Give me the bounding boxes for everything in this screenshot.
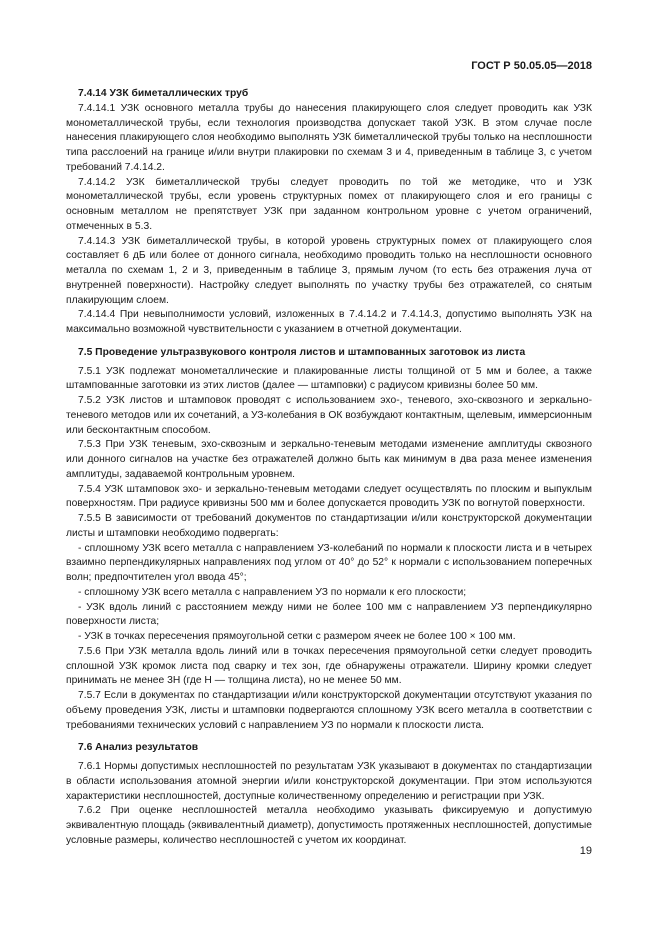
paragraph-7-5-1: 7.5.1 УЗК подлежат монометаллические и плакированные листы толщиной от 5 мм и более, а также штампованные заготовки из этих листов (далее — штамповки) с радиусом кривизны более 50 мм. [66,365,592,392]
document-body [66,87,592,849]
paragraph-7-4-14-3: 7.4.14.3 УЗК биметаллической трубы, в которой уровень структурных помех от плакирующего слоя составляет 6 дБ или более от донного сигнала, необходимо проводить только на несплошности основного металла по схемам 1, 2 и 3, приведенным в таблице 3, прямым лучом (то есть без отражения луча от внутренней поверхности). Настройку следует выполнять по участку трубы без отражателей, со снятым плакирующим слоем. [66,235,592,306]
paragraph-7-4-14-4: 7.4.14.4 При невыполнимости условий, изложенных в 7.4.14.2 и 7.4.14.3, допустимо выполнять УЗК на максимально возможной чувствительности с указанием в отчетной документации. [66,309,592,335]
paragraph-7-6-2: 7.6.2 При оценке несплошностей металла необходимо указывать фиксируемую и допустимую эквивалентную площадь (эквивалентный диаметр), допустимость протяженных несплошностей, допустимые условные размеры, количество несплошностей с учетом их координат. [66,805,592,846]
paragraph-7-5-4: 7.5.4 УЗК штамповок эхо- и зеркально-теневым методами следует осуществлять по плоским и выпуклым поверхностям. При радиусе кривизны 500 мм и более допускается проводить УЗК по вогнутой поверхности. [66,483,592,510]
section-heading-7-4-14: 7.4.14 УЗК биметаллических труб [78,88,249,99]
paragraph-7-5-3: 7.5.3 При УЗК теневым, эхо-сквозным и зеркально-теневым методами изменение амплитуды сквозного или донного сигналов на участке без отражателей должно быть как минимум в два раза менее изменения амплитуды, задаваемой контрольным уровнем. [66,439,592,480]
paragraph-7-4-14-1: 7.4.14.1 УЗК основного металла трубы до нанесения плакирующего слоя следует проводить как УЗК монометаллической трубы, если технология производства допускает такой УЗК. В этом случае после нанесения плакирующего слоя необходимо выполнять УЗК биметаллической трубы только на несплошности типа расслоений на границе и/или внутри плакировки по схемам 3 и 4, приведенным в таблице 3, с учетом требований 7.4.14.2. [66,102,592,173]
paragraph-7-5-5: 7.5.5 В зависимости от требований документов по стандартизации и/или конструкторской документации листы и штамповки необходимо подвергать: [66,513,592,539]
section-heading-7-5: 7.5 Проведение ультразвукового контроля листов и штампованных заготовок из листа [78,346,526,358]
list-item: - сплошному УЗК всего металла с направлением УЗ по нормали к его плоскости; [78,586,467,598]
page-number: 19 [579,845,592,857]
list-item: - УЗК в точках пересечения прямоугольной сетки с размером ячеек не более 100 × 100 мм. [78,631,516,642]
list-item: - сплошному УЗК всего металла с направлением УЗ-колебаний по нормали к плоскости листа и в четырех взаимно перпендикулярных направлениях под углом от 40° до 52° к нормали с использованием поперечных волн; предпочтителен угол ввода 45°; [66,542,592,583]
list-item: - УЗК вдоль линий с расстоянием между ними не более 100 мм с направлением УЗ перпендикулярно поверхности листа; [66,601,592,628]
paragraph-7-5-2: 7.5.2 УЗК листов и штамповок проводят с использованием эхо-, теневого, эхо-сквозного и зеркально-теневого методов или их сочетаний, а УЗ-колебания в ОК возбуждают контактным, щелевым, иммерсионным или бесконтактным способом. [66,395,592,436]
paragraph-7-6-1: 7.6.1 Нормы допустимых несплошностей по результатам УЗК указывают в документах по стандартизации в области использования атомной энергии и/или конструкторской документации. При этом используются характеристики несплошностей, доступные количественному определению и регистрации при УЗК. [66,761,592,802]
section-heading-7-6: 7.6 Анализ результатов [78,742,199,754]
paragraph-7-5-6: 7.5.6 При УЗК металла вдоль линий или в точках пересечения прямоугольной сетки следует проводить сплошной УЗК кромок листа под сварку и тех зон, где обнаружены отражатели. Ширину кромки следует принимать не менее 3H (где H — толщина листа), но не менее 50 мм. [66,645,592,687]
paragraph-7-4-14-2: 7.4.14.2 УЗК биметаллической трубы следует проводить по той же методике, что и УЗК монометаллической трубы, если уровень структурных помех от плакирующего слоя и его границы с основным металлом не препятствует УЗК при заданном контрольном уровне с учетом ограничений, отмеченных в 5.3. [66,176,592,232]
paragraph-7-5-7: 7.5.7 Если в документах по стандартизации и/или конструкторской документации отсутствуют указания по объему проведения УЗК, листы и штамповки подвергаются сплошному УЗК всего металла в соответствии с требованиями технических условий с направлением УЗ по нормали к плоскости листа. [66,690,592,731]
document-header: ГОСТ Р 50.05.05—2018 [471,60,592,72]
